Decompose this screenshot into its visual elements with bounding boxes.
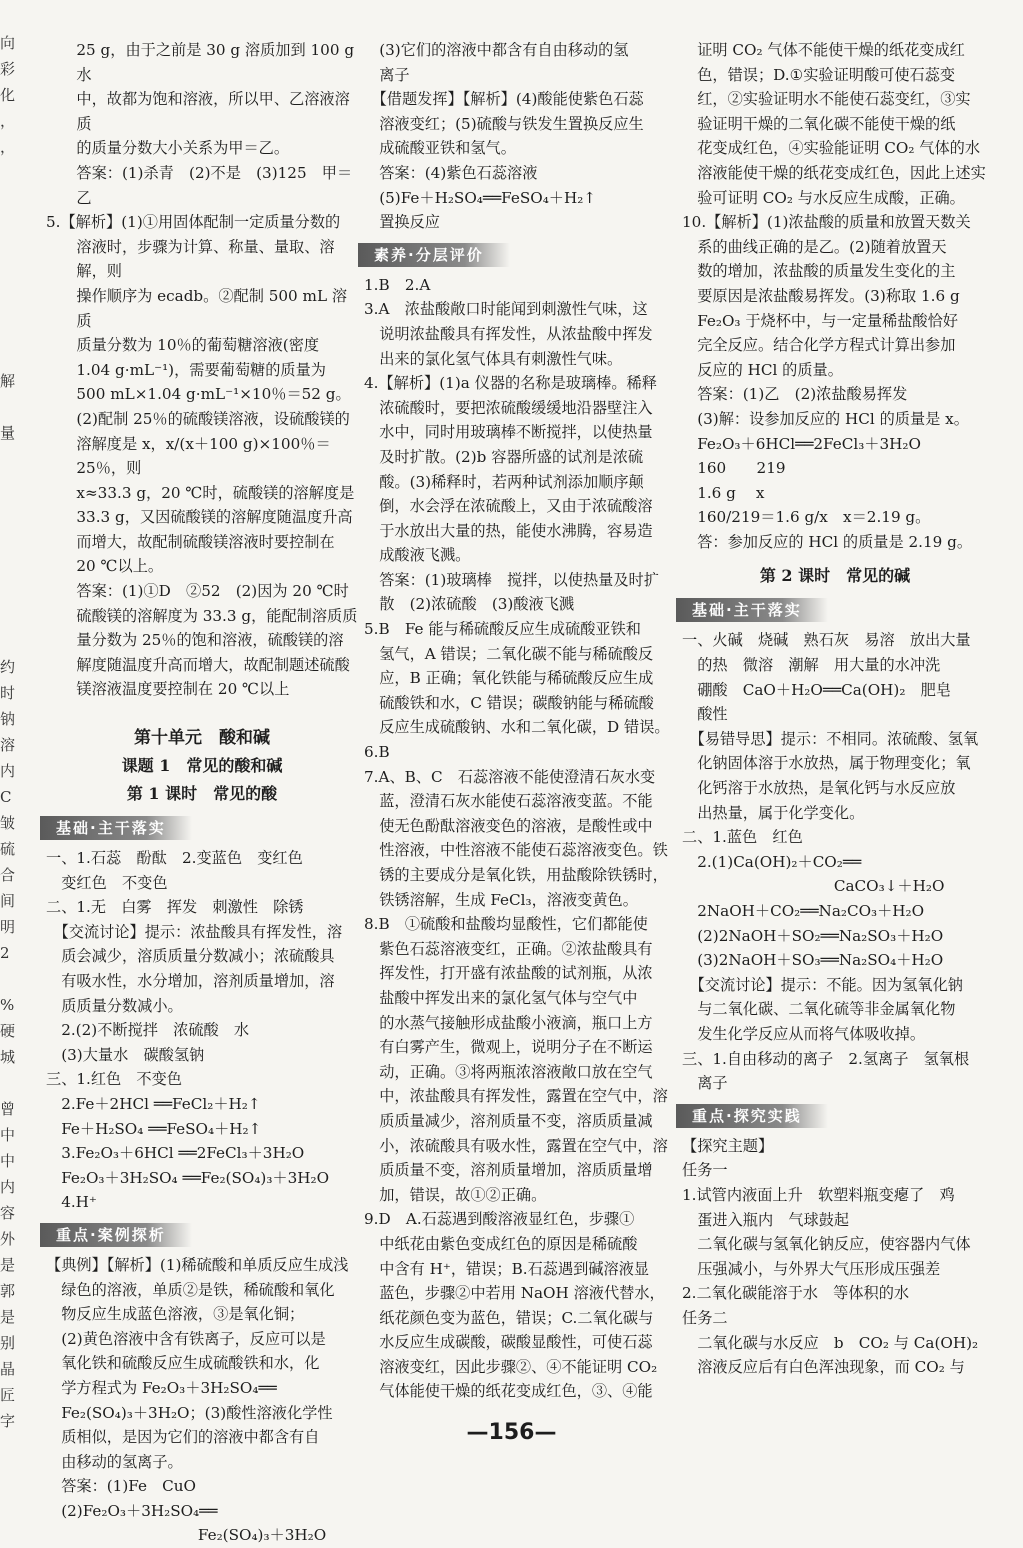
text-line: (3)2NaOH＋SO₃══Na₂SO₄＋H₂O [682, 951, 944, 970]
text-line: 5.B Fe 能与稀硫酸反应生成硫酸亚铁和 [364, 620, 641, 639]
text-line: 任务一 [682, 1161, 728, 1180]
text-line: 10.【解析】(1)浓盐酸的质量和放置天数关 [682, 213, 971, 232]
text-line: 【交流讨论】提示：浓盐酸具有挥发性，溶 [46, 922, 343, 941]
edge-char [0, 524, 24, 550]
text-line: 4.【解析】(1)a 仪器的名称是玻璃棒。稀释 [364, 374, 657, 393]
text-line: 性溶液，中性溶液不能使石蕊溶液变色。铁 [364, 841, 668, 860]
text-line: Fe＋H₂SO₄ ══FeSO₄＋H₂↑ [46, 1119, 262, 1138]
edge-char: 合 [0, 866, 16, 884]
text-line: 5.【解析】(1)①用固体配制一定质量分数的 [46, 213, 341, 232]
edge-char: ， [0, 112, 16, 130]
text-line: 【易错导思】提示：不相同。浓硫酸、氢氧 [682, 729, 979, 748]
solution-block-5 [46, 38, 358, 702]
text-line: 验证明干燥的二氧化碳不能使干燥的纸 [682, 114, 956, 133]
text-line: 硫酸镁的溶解度为 33.3 g，能配制溶质质 [76, 606, 358, 625]
edge-char [0, 264, 24, 290]
text-line: 答案：(1)玻璃棒 搅拌，以使热量及时扩 [364, 570, 659, 589]
text-line: 20 ℃以上。 [76, 557, 164, 576]
text-line: (3)解：设参加反应的 HCl 的质量是 x。 [682, 409, 969, 428]
text-line: 溶解度是 x，x/(x＋100 g)×100％＝25％，则 [76, 434, 331, 478]
text-line: 【探究主题】 [682, 1136, 774, 1155]
text-line: 反应的 HCl 的质量。 [682, 360, 843, 379]
text-line: 溶液能使干燥的纸花变成红色，因此上述实 [682, 163, 986, 182]
edge-char [0, 394, 24, 420]
text-line: 一、1.石蕊 酚酞 2.变蓝色 变红色 [46, 849, 303, 868]
text-line: 成硫酸亚铁和氢气。 [364, 139, 516, 158]
text-line: 酸性 [682, 705, 728, 724]
text-line: 使无色酚酞溶液变色的溶液，是酸性或中 [364, 816, 653, 835]
example-analysis [46, 1253, 358, 1548]
text-line: 8.B ①硫酸和盐酸均显酸性，它们都能使 [364, 915, 648, 934]
text-line: 的质量分数大小关系为甲＝乙。 [76, 139, 290, 158]
text-line: x≈33.3 g，20 ℃时，硫酸镁的溶解度是 [76, 483, 355, 502]
edge-char: 中 [0, 1152, 16, 1170]
text-line: 2.(1)Ca(OH)₂＋CO₂══ [682, 852, 862, 871]
text-line: 160/219＝1.6 g/x x＝2.19 g。 [682, 508, 931, 527]
text-line: (2)Fe₂O₃＋3H₂SO₄══ [46, 1501, 218, 1520]
extension-answers [364, 38, 672, 235]
text-line: 2.(2)不断搅拌 浓硫酸 水 [46, 1021, 250, 1040]
text-line: 加，错误，故①②正确。 [364, 1185, 547, 1204]
explore-answers [682, 1134, 988, 1380]
text-line: 由移动的氢离子。 [46, 1452, 183, 1471]
text-line: 离子 [682, 1074, 728, 1093]
edge-char: 匠 [0, 1386, 16, 1404]
text-line: 答：参加反应的 HCl 的质量是 2.19 g。 [682, 532, 973, 551]
text-line: 1.6 g x [682, 483, 765, 502]
text-line: 数的增加，浓盐酸的质量发生变化的主 [682, 262, 956, 281]
lesson2-title: 第 2 课时 常见的碱 [759, 566, 911, 586]
page-number: —156— [466, 1420, 557, 1445]
topic-title: 课题 1 常见的酸和碱 [121, 756, 283, 776]
text-line: 氧化铁和硫酸反应生成硫酸铁和水，化 [46, 1354, 320, 1373]
text-line: 二、1.无 白雾 挥发 刺激性 除锈 [46, 898, 304, 917]
edge-char: % [0, 996, 15, 1014]
text-line: 2NaOH＋CO₂══Na₂CO₃＋H₂O [682, 902, 925, 920]
text-line: 化钙溶于水放热，是氧化钙与水反应放 [682, 779, 956, 798]
section-banner-basic-2: 基础·主干落实 [676, 598, 828, 622]
basic-answers-2 [682, 628, 988, 1095]
text-line: 3.Fe₂O₃＋6HCl ══2FeCl₃＋3H₂O [46, 1144, 305, 1163]
text-line: 硼酸 CaO＋H₂O══Ca(OH)₂ 肥皂 [682, 680, 952, 699]
text-line: 验可证明 CO₂ 与水反应生成酸，正确。 [682, 188, 965, 207]
text-line: Fe₂O₃＋6HCl══2FeCl₃＋3H₂O [682, 434, 921, 453]
text-line: 化钠固体溶于水放热，属于物理变化；氧 [682, 754, 971, 773]
text-line: 【借题发挥】【解析】(4)酸能使紫色石蕊 [364, 90, 644, 109]
edge-char [0, 186, 24, 212]
text-line: 量分数为 25％的饱和溶液，硫酸镁的溶 [76, 631, 344, 650]
text-line: 倒，水会浮在浓硫酸上，又由于浓硫酸溶 [364, 497, 653, 516]
edge-char [0, 550, 24, 576]
edge-char: 溶 [0, 736, 16, 754]
edge-char: 明 [0, 918, 16, 936]
edge-char: 城 [0, 1048, 16, 1066]
edge-char: 向 [0, 34, 16, 52]
edge-char: 字 [0, 1412, 16, 1430]
text-line: 质相似，是因为它们的溶液中都含有自 [46, 1428, 320, 1447]
edge-char: 中 [0, 1126, 16, 1144]
text-line: Fe₂O₃＋3H₂SO₄ ══Fe₂(SO₄)₃＋3H₂O [46, 1168, 330, 1187]
text-line: 有白雾产生，微观上，说明分子在不断运 [364, 1038, 653, 1057]
text-line: 纸花颜色变为蓝色，错误；C.二氧化碳与 [364, 1308, 654, 1327]
text-line: 要原因是浓盐酸易挥发。(3)称取 1.6 g [682, 286, 960, 305]
text-line: 7.A、B、C 石蕊溶液不能使澄清石灰水变 [364, 767, 656, 786]
text-line: 中纸花由紫色变成红色的原因是稀硫酸 [364, 1234, 638, 1253]
text-line: 蓝色，步骤②中若用 NaOH 溶液代替水， [364, 1284, 665, 1303]
edge-char: 是 [0, 1256, 16, 1274]
column-middle [364, 38, 672, 1404]
text-line: 出来的氯化氢气体具有刺激性气味。 [364, 349, 623, 368]
section-banner-basic: 基础·主干落实 [40, 816, 192, 840]
edge-char [0, 1070, 24, 1096]
text-line: 于水放出大量的热，能使水沸腾，容易造 [364, 521, 653, 540]
text-line: 1.04 g·mL⁻¹)，需要葡萄糖的质量为 [76, 360, 326, 379]
text-line: 溶液反应后有白色浑浊现象，而 CO₂ 与 [682, 1358, 965, 1377]
text-line: 有吸水性，水分增加，溶剂质量增加，溶 [46, 972, 335, 990]
text-line: 出热量，属于化学变化。 [682, 803, 865, 822]
edge-char: 约 [0, 658, 16, 676]
text-line: (3)它们的溶液中都含有自由移动的氢 [364, 41, 629, 59]
edge-char: 间 [0, 892, 16, 910]
text-line: 答案：(4)紫色石蕊溶液 [364, 163, 538, 182]
text-line: 酸。(3)稀释时，若两种试剂添加顺序颠 [364, 472, 644, 491]
solution-block-10 [682, 38, 988, 554]
text-line: 变红色 不变色 [46, 873, 168, 892]
edge-char [0, 238, 24, 264]
edge-char: 硫 [0, 840, 16, 858]
text-line: 发生化学反应从而将气体吸收掉。 [682, 1024, 925, 1043]
edge-char: 量 [0, 424, 16, 442]
edge-char [0, 316, 24, 342]
text-line: 操作顺序为 ecadb。②配制 500 mL 溶质 [76, 286, 348, 330]
text-line: 33.3 g，又因硫酸镁的溶解度随温度升高 [76, 508, 353, 527]
edge-char: 彩 [0, 60, 16, 78]
text-line: (2)黄色溶液中含有铁离子，反应可以是 [46, 1329, 326, 1348]
text-line: 质质量不变，溶剂质量增加，溶质质量增 [364, 1161, 653, 1180]
text-line: 答案：(1)杀青 (2)不是 (3)125 甲＝乙 [76, 163, 353, 207]
text-line: 水中，同时用玻璃棒不断搅拌，以使热量 [364, 423, 653, 442]
text-line: 散 (2)浓硫酸 (3)酸液飞溅 [364, 595, 575, 614]
edge-char: 别 [0, 1334, 16, 1352]
text-line: Fe₂(SO₄)₃＋3H₂O [46, 1526, 327, 1545]
text-line: Fe₂(SO₄)₃＋3H₂O；(3)酸性溶液化学性 [46, 1403, 333, 1422]
edge-char: 时 [0, 684, 16, 702]
edge-char: 硬 [0, 1022, 16, 1040]
edge-char [0, 290, 24, 316]
text-line: 一、火碱 烧碱 熟石灰 易溶 放出大量 [682, 631, 971, 650]
text-line: 3.A 浓盐酸敞口时能闻到刺激性气味，这 [364, 300, 648, 319]
text-line: Fe₂O₃ 于烧杯中，与一定量稀盐酸恰好 [682, 311, 958, 330]
text-line: 学方程式为 Fe₂O₃＋3H₂SO₄══ [46, 1378, 277, 1397]
edge-char [0, 212, 24, 238]
text-line: 气体能使干燥的纸花变成红色，③、④能 [364, 1382, 653, 1401]
text-line: 中，浓盐酸具有挥发性，露置在空气中，溶 [364, 1087, 668, 1106]
section-banner-explore: 重点·探究实践 [676, 1104, 828, 1128]
text-line: 【典例】【解析】(1)稀硫酸和单质反应生成浅 [46, 1255, 349, 1274]
text-line: 中含有 H⁺，错误；B.石蕊遇到碱溶液显 [364, 1259, 650, 1278]
text-line: 答案：(1)①D ②52 (2)因为 20 ℃时 [76, 582, 349, 601]
edge-char [0, 576, 24, 602]
edge-char: 2 [0, 944, 10, 962]
text-line: 溶液变红；(5)硫酸与铁发生置换反应生 [364, 114, 644, 133]
text-line: 解度随温度升高而增大，故配制题述硫酸 [76, 655, 350, 674]
text-line: 镁溶液温度要控制在 20 ℃以上 [76, 680, 290, 699]
text-line: 的热 微溶 潮解 用大量的水冲洗 [682, 656, 941, 675]
edge-char: 内 [0, 762, 16, 780]
text-line: 【交流讨论】提示：不能。因为氢氧化钠 [682, 975, 963, 994]
edge-char [0, 966, 24, 992]
text-line: 水反应生成碳酸，碳酸显酸性，可使石蕊 [364, 1333, 653, 1352]
text-line: (5)Fe＋H₂SO₄══FeSO₄＋H₂↑ [364, 188, 597, 207]
edge-char: 钠 [0, 710, 16, 728]
edge-char [0, 628, 24, 654]
text-line: 答案：(1)乙 (2)浓盐酸易挥发 [682, 385, 908, 404]
edge-char [0, 498, 24, 524]
text-line: 成酸液飞溅。 [364, 546, 471, 565]
edge-char [0, 472, 24, 498]
text-line: 溶液时，步骤为计算、称量、量取、溶解，则 [76, 237, 335, 281]
text-line: 反应生成硫酸钠、水和二氧化碳，D 错误。 [364, 718, 670, 737]
text-line: 色，错误；D.①实验证明酸可使石蕊变 [682, 65, 956, 84]
unit-title: 第十单元 酸和碱 [134, 728, 270, 749]
section-banner-quality: 素养·分层评价 [358, 243, 510, 267]
text-line: 25 g，由于之前是 30 g 溶质加到 100 g 水 [76, 41, 359, 84]
edge-char: 外 [0, 1230, 16, 1248]
lesson1-title: 第 1 课时 常见的酸 [126, 784, 278, 804]
text-line: 质会减少，溶质质量分数减小；浓硫酸具 [46, 947, 335, 966]
text-line: 压强减小，与外界大气压形成压强差 [682, 1259, 941, 1278]
text-line: 质量分数为 10％的葡萄糖溶液(密度 [76, 336, 320, 355]
text-line: 500 mL×1.04 g·mL⁻¹×10％＝52 g。 [76, 385, 351, 404]
text-line: 1.试管内液面上升 软塑料瓶变瘪了 鸡 [682, 1185, 955, 1204]
text-line: 2.二氧化碳能溶于水 等体积的水 [682, 1284, 910, 1303]
edge-char: 皱 [0, 814, 16, 832]
text-line: 证明 CO₂ 气体不能使干燥的纸花变成红 [682, 41, 965, 59]
edge-char: 容 [0, 1204, 16, 1222]
edge-char: 郭 [0, 1282, 16, 1300]
text-line: 中，故都为饱和溶液，所以甲、乙溶液溶质 [76, 90, 350, 133]
edge-char [0, 602, 24, 628]
text-line: 锈的主要成分是氧化铁，用盐酸除铁锈时， [364, 866, 668, 884]
left-edge-fragments [0, 30, 24, 1434]
text-line: 二、1.蓝色 红色 [682, 828, 803, 847]
text-line: 小，浓硫酸具有吸水性，露置在空气中，溶 [364, 1136, 668, 1155]
text-line: 盐酸中挥发出来的氯化氢气体与空气中 [364, 988, 638, 1007]
basic-answers [46, 846, 358, 1215]
text-line: 2.Fe＋2HCl ══FeCl₂＋H₂↑ [46, 1094, 261, 1113]
text-line: 1.B 2.A [364, 275, 431, 294]
text-line: 系的曲线正确的是乙。(2)随着放置天 [682, 237, 947, 256]
text-line: 160 219 [682, 459, 786, 478]
edge-char: 是 [0, 1308, 16, 1326]
text-line: 硫酸铁和水，C 错误；碳酸钠能与稀硫酸 [364, 693, 654, 712]
text-line: 应，B 正确；氧化铁能与稀硫酸反应生成 [364, 669, 654, 688]
text-line: 质质量分数减小。 [46, 996, 183, 1015]
edge-char [0, 446, 24, 472]
text-line: 9.D A.石蕊遇到酸溶液显红色，步骤① [364, 1210, 635, 1229]
edge-char: ， [0, 138, 16, 156]
text-line: 离子 [364, 65, 410, 84]
text-line: 挥发性，打开盛有浓盐酸的试剂瓶，从浓 [364, 964, 653, 983]
text-line: 绿色的溶液，单质②是铁，稀硫酸和氧化 [46, 1280, 335, 1299]
text-line: (3)大量水 碳酸氢钠 [46, 1045, 205, 1064]
text-line: 物反应生成蓝色溶液，③是氧化铜； [46, 1305, 305, 1324]
edge-char: C [0, 788, 12, 806]
edge-char: 解 [0, 372, 16, 390]
text-line: 与二氧化碳、二氧化硫等非金属氧化物 [682, 1000, 956, 1019]
text-line: 动，正确。③将两瓶浓溶液敞口放在空气 [364, 1062, 653, 1081]
layered-evaluation-answers [364, 273, 672, 1404]
text-line: 完全反应。结合化学方程式计算出参加 [682, 336, 956, 355]
text-line: 花变成红色，④实验能证明 CO₂ 气体的水 [682, 139, 981, 158]
text-line: 二氧化碳与氢氧化钠反应，使容器内气体 [682, 1235, 971, 1254]
text-line: 任务二 [682, 1308, 728, 1327]
text-line: 三、1.自由移动的离子 2.氢离子 氢氧根 [682, 1049, 970, 1068]
edge-char [0, 342, 24, 368]
edge-char: 化 [0, 86, 16, 104]
text-line: 浓硫酸时，要把浓硫酸缓缓地沿器壁注入 [364, 398, 653, 417]
section-banner-key: 重点·案例探析 [40, 1223, 192, 1247]
text-line: 6.B [364, 743, 390, 762]
edge-char: 晶 [0, 1360, 16, 1378]
text-line: 蓝，澄清石灰水能使石蕊溶液变蓝。不能 [364, 792, 653, 811]
text-line: 4.H⁺ [46, 1193, 97, 1212]
text-line: 二氧化碳与水反应 b CO₂ 与 Ca(OH)₂ [682, 1333, 979, 1352]
edge-char: 内 [0, 1178, 16, 1196]
text-line: (2)2NaOH＋SO₂══Na₂SO₃＋H₂O [682, 926, 944, 945]
text-line: 的水蒸气接触形成盐酸小液滴，瓶口上方 [364, 1013, 653, 1032]
text-line: 而增大，故配制硫酸镁溶液时要控制在 [76, 532, 335, 551]
text-line: 红，②实验证明水不能使石蕊变红，③实 [682, 90, 971, 109]
text-line: 溶液变红，因此步骤②、④不能证明 CO₂ [364, 1357, 658, 1376]
column-right [682, 38, 988, 1380]
text-line: 及时扩散。(2)b 容器所盛的试剂是浓硫 [364, 447, 644, 466]
text-line: 置换反应 [364, 213, 440, 232]
column-left [46, 38, 358, 1548]
text-line: 说明浓盐酸具有挥发性，从浓盐酸中挥发 [364, 324, 653, 343]
edge-char [0, 160, 24, 186]
text-line: 铁锈溶解，生成 FeCl₃，溶液变黄色。 [364, 890, 638, 909]
text-line: 紫色石蕊溶液变红，正确。②浓盐酸具有 [364, 939, 653, 958]
text-line: 氢气，A 错误；二氧化碳不能与稀硫酸反 [364, 644, 654, 663]
text-line: 答案：(1)Fe CuO [46, 1477, 196, 1496]
text-line: (2)配制 25％的硫酸镁溶液，设硫酸镁的 [76, 409, 350, 428]
text-line: CaCO₃↓＋H₂O [682, 877, 945, 896]
edge-char: 曾 [0, 1100, 16, 1118]
text-line: 质质量减少，溶剂质量不变，溶质质量减 [364, 1111, 653, 1130]
text-line: 三、1.红色 不变色 [46, 1070, 182, 1089]
text-line: 蛋进入瓶内 气球鼓起 [682, 1210, 850, 1229]
